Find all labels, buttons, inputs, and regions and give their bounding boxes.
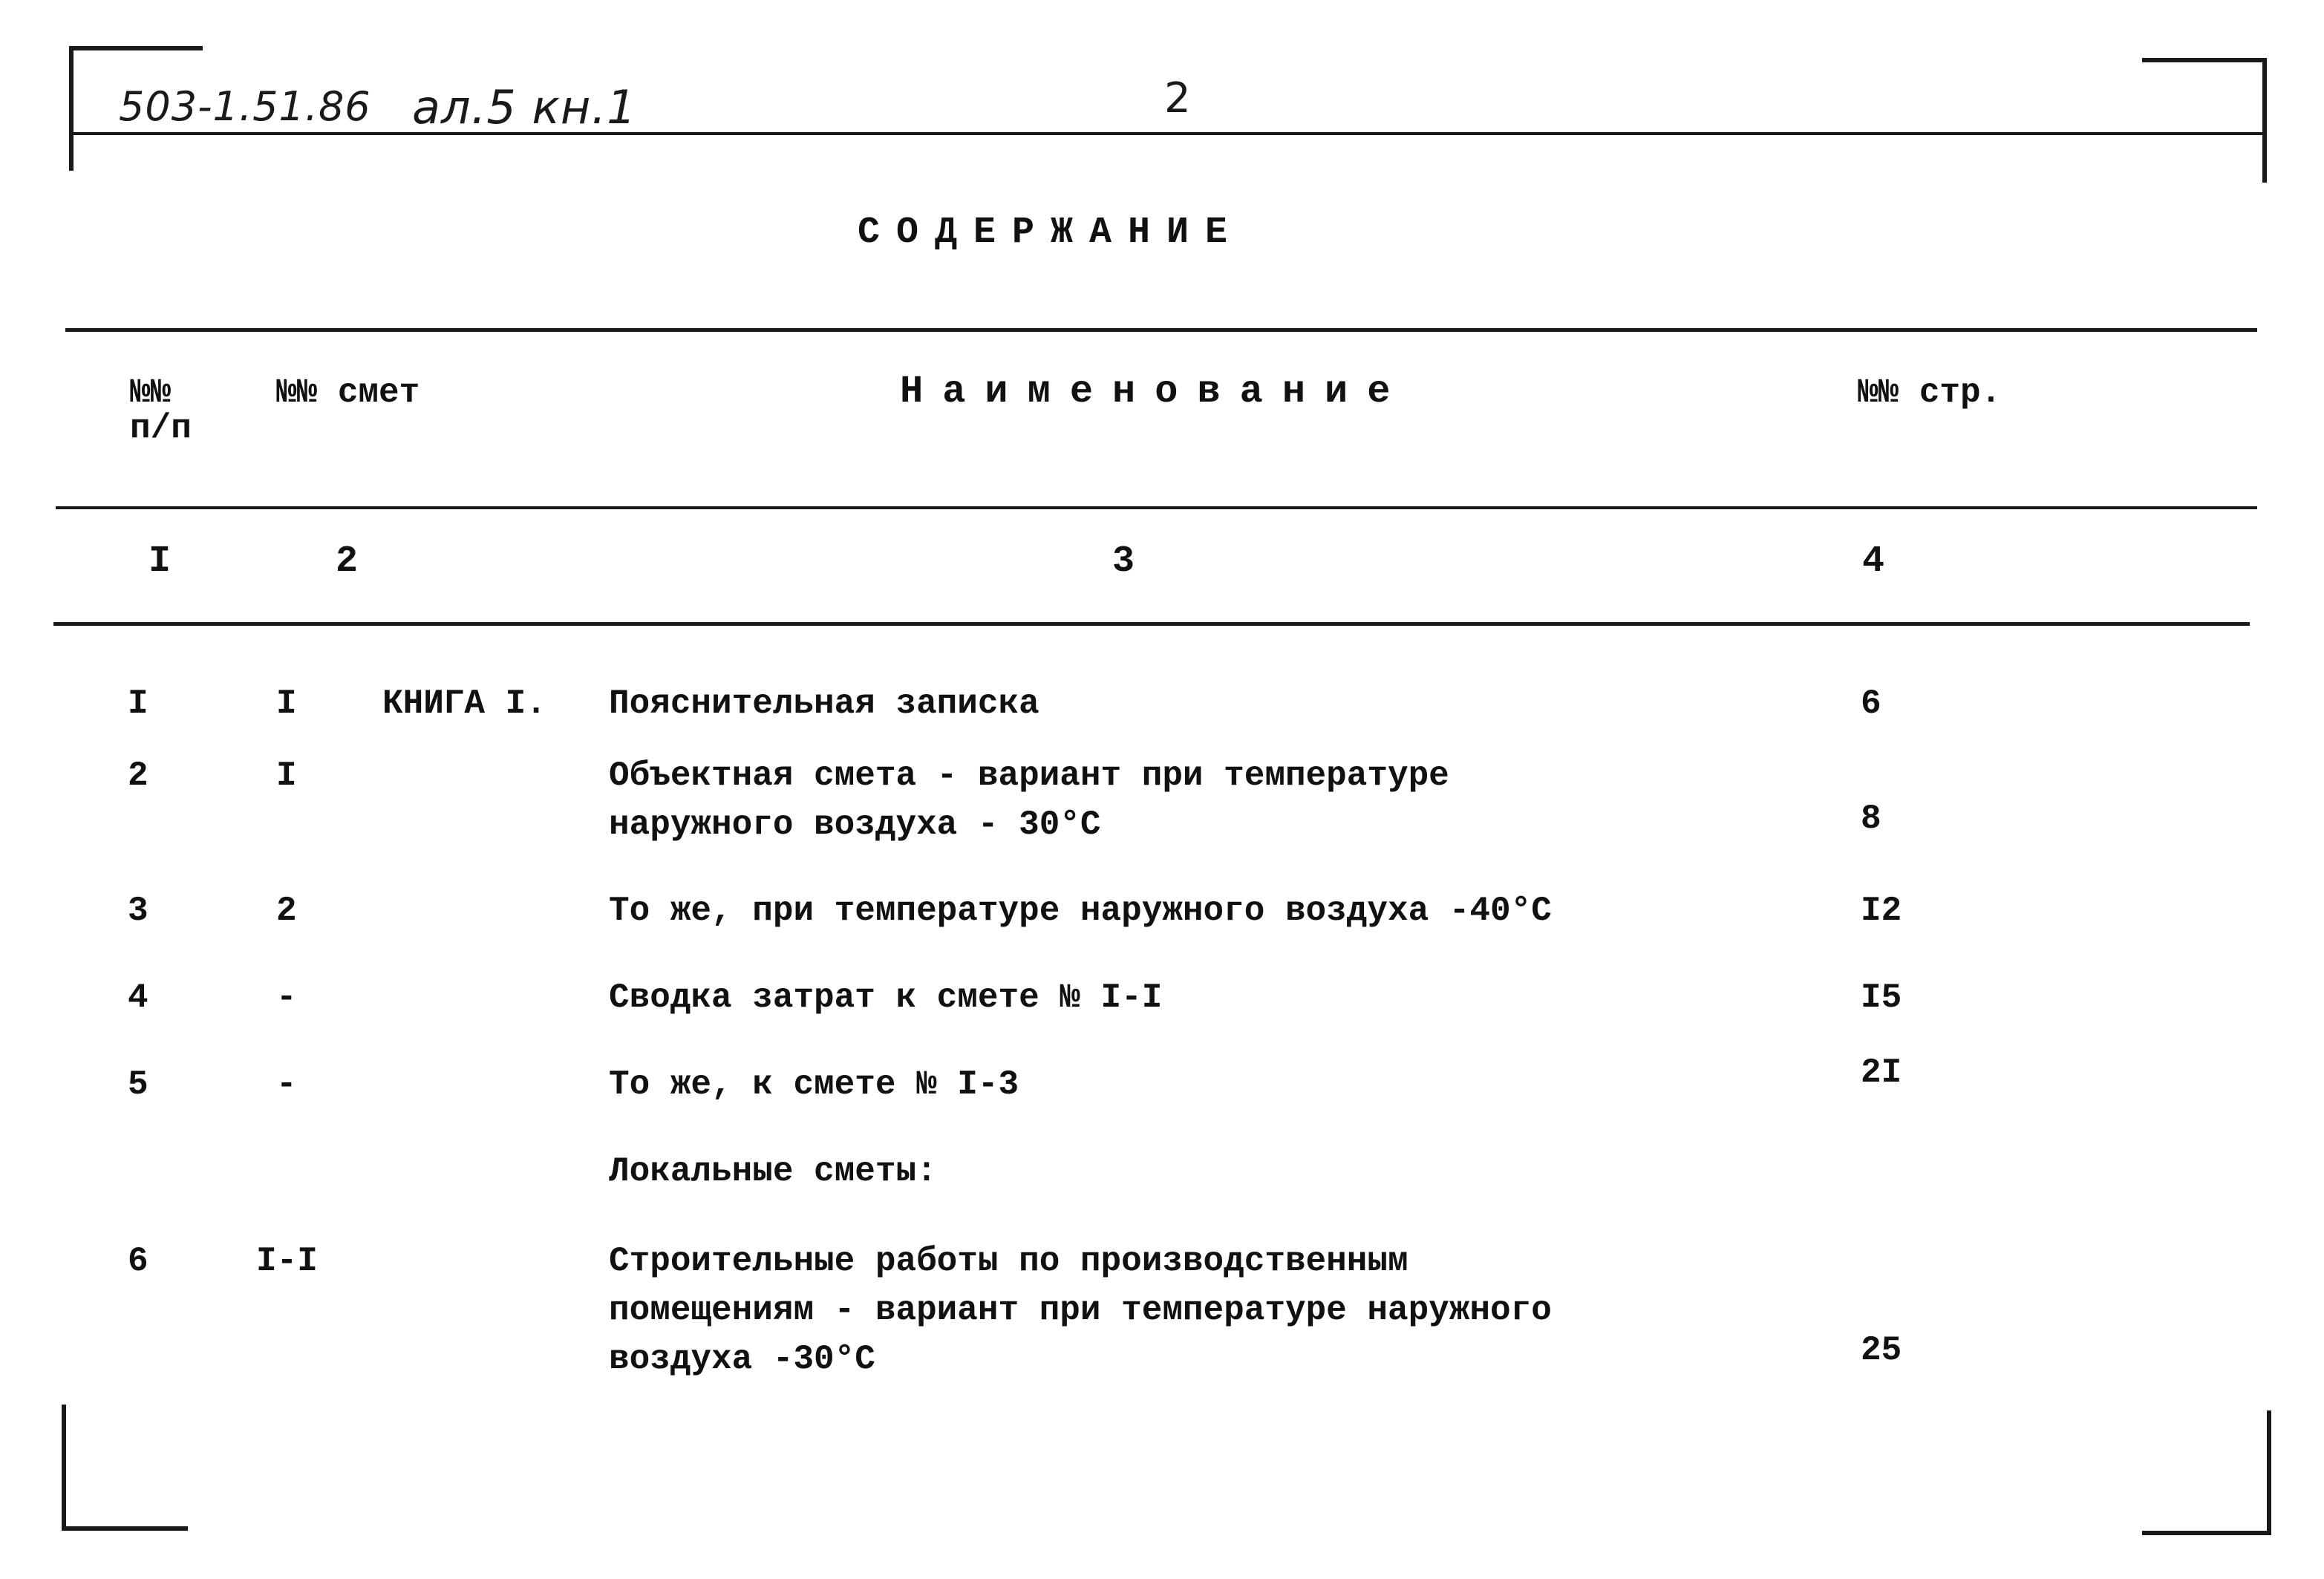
table-rule-mid (56, 506, 2257, 509)
row-4-estimate: - (276, 978, 297, 1017)
frame-top-left-vertical (69, 46, 74, 171)
header-row-no: №№ п/п (130, 373, 192, 448)
row-4-page: I5 (1861, 978, 1902, 1017)
page-title: СОДЕРЖАНИЕ (858, 212, 1244, 254)
page-number: 2 (1164, 74, 1192, 122)
column-number-2: 2 (336, 540, 359, 583)
column-number-3: 3 (1112, 540, 1135, 583)
row-5-estimate: - (276, 1065, 297, 1104)
row-6-no: 6 (128, 1242, 148, 1281)
header-page: №№ стр. (1858, 373, 2002, 412)
row-6-page: 25 (1861, 1331, 1902, 1370)
frame-bottom-right-vertical (2267, 1410, 2271, 1535)
header-rule (71, 132, 2267, 135)
frame-top-right-vertical (2262, 58, 2267, 183)
row-5-name: То же, к смете № I-3 (609, 1065, 1019, 1104)
row-5-no: 5 (128, 1065, 148, 1104)
table-rule-bottom (53, 622, 2250, 626)
book-label: КНИГА I. (382, 684, 546, 723)
frame-top-left-horizontal (71, 46, 203, 50)
row-6-name: Строительные работы по производственным помещениям - вариант при температуре наружного воздуха -30°С (609, 1242, 1552, 1379)
column-number-1: I (148, 540, 172, 583)
frame-top-right-horizontal (2142, 58, 2267, 62)
table-rule-top (65, 328, 2257, 332)
row-4-name: Сводка затрат к смете № I-I (609, 978, 1163, 1017)
local-estimates-heading: Локальные сметы: (609, 1152, 937, 1191)
frame-bottom-left-vertical (62, 1405, 66, 1531)
row-1-no: I (128, 684, 148, 723)
row-2-estimate: I (276, 756, 297, 795)
album-label: ал.5 кн.1 (412, 80, 637, 134)
header-name: Наименование (900, 370, 1410, 413)
row-4-no: 4 (128, 978, 148, 1017)
frame-bottom-left-horizontal (62, 1526, 188, 1531)
row-3-estimate: 2 (276, 892, 297, 930)
frame-bottom-right-horizontal (2142, 1531, 2271, 1535)
row-3-page: I2 (1861, 892, 1902, 930)
column-number-4: 4 (1862, 540, 1885, 583)
row-2-page: 8 (1861, 800, 1881, 838)
row-1-page: 6 (1861, 684, 1881, 723)
row-5-page: 2I (1861, 1053, 1902, 1092)
row-1-name: Пояснительная записка (609, 684, 1039, 723)
row-2-name: Объектная смета - вариант при температуре наружного воздуха - 30°С (609, 756, 1449, 844)
row-3-no: 3 (128, 892, 148, 930)
row-6-estimate: I-I (256, 1242, 318, 1281)
row-3-name: То же, при температуре наружного воздуха -40°С (609, 892, 1552, 930)
row-1-estimate: I (276, 684, 297, 723)
row-2-no: 2 (128, 756, 148, 795)
document-code: 503-1.51.86 (119, 83, 371, 130)
header-estimate-no: №№ смет (276, 373, 420, 412)
